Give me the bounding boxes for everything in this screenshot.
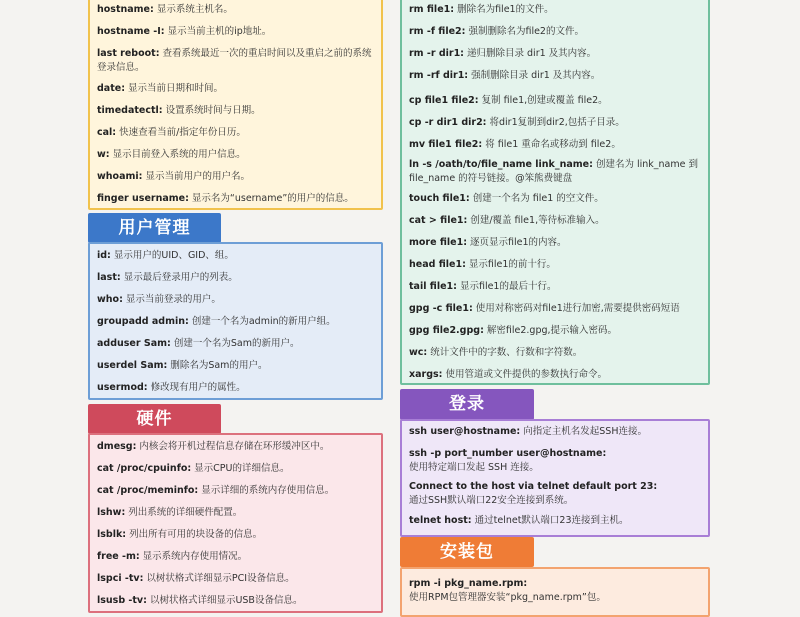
command-entry: rpm -i pkg_name.rpm: 使用RPM包管理器安装“pkg_name.rpm”包。 (409, 578, 606, 603)
command-entry: head file1: 显示file1的前十行。 (409, 259, 556, 270)
command-entry: who: 显示当前登录的用户。 (97, 294, 221, 305)
command-entry: cat > file1: 创建/覆盖 file1,等待标准输入。 (409, 215, 605, 226)
user-mgmt-header: 用户管理 (88, 213, 221, 243)
user-mgmt-panel (88, 242, 383, 400)
login-panel (400, 419, 710, 537)
command-entry: adduser Sam: 创建一个名为Sam的新用户。 (97, 338, 300, 349)
command-entry: touch file1: 创建一个名为 file1 的空文件。 (409, 193, 604, 204)
command-entry: gpg file2.gpg: 解密file2.gpg,提示输入密码。 (409, 325, 618, 336)
command-entry: tail file1: 显示file1的最后十行。 (409, 281, 557, 292)
command-entry: cat /proc/cpuinfo: 显示CPU的详细信息。 (97, 463, 290, 474)
command-entry: rm -r dir1: 递归删除目录 dir1 及其内容。 (409, 48, 597, 59)
command-entry: ln -s /oath/to/file_name link_name: 创建名为 link_name 到 file_name 的符号链接。@笨熊费键盘 (409, 159, 698, 184)
login-header: 登录 (400, 389, 534, 420)
command-entry: free -m: 显示系统内存使用情况。 (97, 551, 248, 562)
hardware-header: 硬件 (88, 404, 221, 434)
command-entry: rm -rf dir1: 强制删除目录 dir1 及其内容。 (409, 70, 601, 81)
command-entry: lsusb -tv: 以树状格式详细显示USB设备信息。 (97, 595, 303, 606)
command-entry: hostname: 显示系统主机名。 (97, 4, 233, 15)
command-entry: hostname -I: 显示当前主机的ip地址。 (97, 26, 272, 37)
command-entry: date: 显示当前日期和时间。 (97, 83, 224, 94)
package-header: 安装包 (400, 537, 534, 567)
command-entry: ssh user@hostname: 向指定主机名发起SSH连接。 (409, 426, 647, 437)
command-entry: lspci -tv: 以树状格式详细显示PCI设备信息。 (97, 573, 295, 584)
command-entry: cp -r dir1 dir2: 将dir1复制到dir2,包括子目录。 (409, 117, 625, 128)
command-entry: cp file1 file2: 复制 file1,创建或覆盖 file2。 (409, 95, 608, 106)
command-entry: cat /proc/meminfo: 显示详细的系统内存使用信息。 (97, 485, 335, 496)
file-ops-panel (400, 0, 710, 385)
command-entry: lsblk: 列出所有可用的块设备的信息。 (97, 529, 263, 540)
command-entry: w: 显示目前登入系统的用户信息。 (97, 149, 246, 160)
command-entry: finger username: 显示名为“username”的用户的信息。 (97, 193, 354, 204)
system-info-panel (88, 0, 383, 210)
command-entry: userdel Sam: 删除名为Sam的用户。 (97, 360, 268, 371)
command-entry: id: 显示用户的UID、GID、组。 (97, 250, 234, 261)
command-entry: lshw: 列出系统的详细硬件配置。 (97, 507, 243, 518)
command-entry: last reboot: 查看系统最近一次的重启时间以及重启之前的系统登录信息。 (97, 48, 372, 73)
command-entry: usermod: 修改现有用户的属性。 (97, 382, 246, 393)
command-entry: dmesg: 内核会将开机过程信息存储在环形缓冲区中。 (97, 441, 330, 452)
command-entry: rm file1: 删除名为file1的文件。 (409, 4, 554, 15)
command-entry: mv file1 file2: 将 file1 重命名或移动到 file2。 (409, 139, 621, 150)
command-entry: xargs: 使用管道或文件提供的参数执行命令。 (409, 369, 608, 380)
hardware-panel (88, 433, 383, 613)
command-entry: gpg -c file1: 使用对称密码对file1进行加密,需要提供密码短语 (409, 303, 680, 314)
command-entry: whoami: 显示当前用户的用户名。 (97, 171, 250, 182)
command-entry: telnet host: 通过telnet默认端口23连接到主机。 (409, 515, 629, 526)
command-entry: rm -f file2: 强制删除名为file2的文件。 (409, 26, 584, 37)
command-entry: wc: 统计文件中的字数、行数和字符数。 (409, 347, 583, 358)
command-entry: ssh -p port_number user@hostname: 使用特定端口发起 SSH 连接。 (409, 448, 607, 473)
command-entry: timedatectl: 设置系统时间与日期。 (97, 105, 261, 116)
command-entry: groupadd admin: 创建一个名为admin的新用户组。 (97, 316, 336, 327)
command-entry: Connect to the host via telnet default port 23: 通过SSH默认端口22安全连接到系统。 (409, 481, 658, 506)
command-entry: more file1: 逐页显示file1的内容。 (409, 237, 567, 248)
package-panel (400, 567, 710, 617)
command-entry: cal: 快速查看当前/指定年份日历。 (97, 127, 246, 138)
command-entry: last: 显示最后登录用户的列表。 (97, 272, 238, 283)
